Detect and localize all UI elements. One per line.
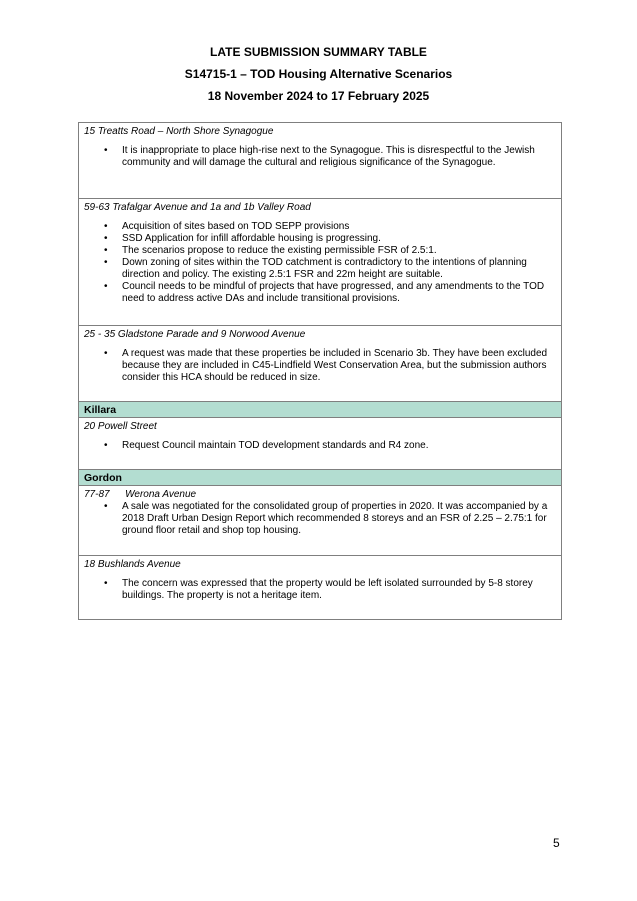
address-number: 77-87 (84, 489, 110, 500)
submission-title: 59-63 Trafalgar Avenue and 1a and 1b Valley Road (84, 202, 311, 213)
bullet-item: • Acquisition of sites based on TOD SEPP provisions (122, 221, 553, 233)
submission-title: 20 Powell Street (84, 421, 157, 432)
bullet-item: • The concern was expressed that the property would be left isolated surrounded by 5-8 storey buildings. The property is not a heritage item. (122, 578, 553, 602)
submission-points (79, 221, 561, 305)
submission-title (79, 486, 561, 501)
submission-powell-street (79, 418, 561, 470)
submission-bushlands-avenue (79, 556, 561, 619)
address-street: Werona Avenue (125, 489, 197, 500)
submission-gladstone-parade (79, 326, 561, 402)
bullet-item: • SSD Application for infill affordable housing is progressing. (122, 233, 553, 245)
submission-points (79, 145, 561, 169)
bullet-item: • Request Council maintain TOD development standards and R4 zone. (122, 440, 553, 452)
section-band-killara: Killara (79, 402, 561, 418)
submission-trafalgar-avenue (79, 199, 561, 326)
bullet-item: • The scenarios propose to reduce the existing permissible FSR of 2.5:1. (122, 245, 553, 257)
submission-table (78, 122, 562, 620)
submission-werona-avenue (79, 486, 561, 556)
page-number: 5 (553, 836, 560, 850)
document-title: LATE SUBMISSION SUMMARY TABLE (210, 45, 427, 59)
submission-treatts-road (79, 123, 561, 199)
submission-title: 15 Treatts Road – North Shore Synagogue (84, 126, 274, 137)
bullet-item: • It is inappropriate to place high-rise next to the Synagogue. This is disrespectful to the Jewish community and will damage the cultural and religious significance of the Synagogue. (122, 145, 553, 169)
submission-points (79, 578, 561, 602)
bullet-item: • A sale was negotiated for the consolidated group of properties in 2020. It was accompanied by a 2018 Draft Urban Design Report which recommended 8 storeys and an FSR of 2.25 – 2.75:1 for ground floor retail and shop top housing. (122, 501, 553, 537)
submission-points (79, 348, 561, 384)
bullet-item: • Down zoning of sites within the TOD catchment is contradictory to the intentions of planning direction and policy. The existing 2.5:1 FSR and 22m height are suitable. (122, 257, 553, 281)
submission-points (79, 440, 561, 452)
submission-title: 18 Bushlands Avenue (84, 559, 181, 570)
section-band-gordon: Gordon (79, 470, 561, 486)
bullet-item: • Council needs to be mindful of projects that have progressed, and any amendments to the TOD need to address active DAs and include transitional provisions. (122, 281, 553, 305)
bullet-item: • A request was made that these properties be included in Scenario 3b. They have been excluded because they are included in C45-Lindfield West Conservation Area, but the submission authors consider this HCA should be reduced in size. (122, 348, 553, 384)
date-range: 18 November 2024 to 17 February 2025 (207, 89, 430, 103)
document-subtitle: S14715-1 – TOD Housing Alternative Scenarios (184, 67, 453, 81)
submission-title: 25 - 35 Gladstone Parade and 9 Norwood Avenue (84, 329, 306, 340)
submission-points (79, 501, 561, 537)
